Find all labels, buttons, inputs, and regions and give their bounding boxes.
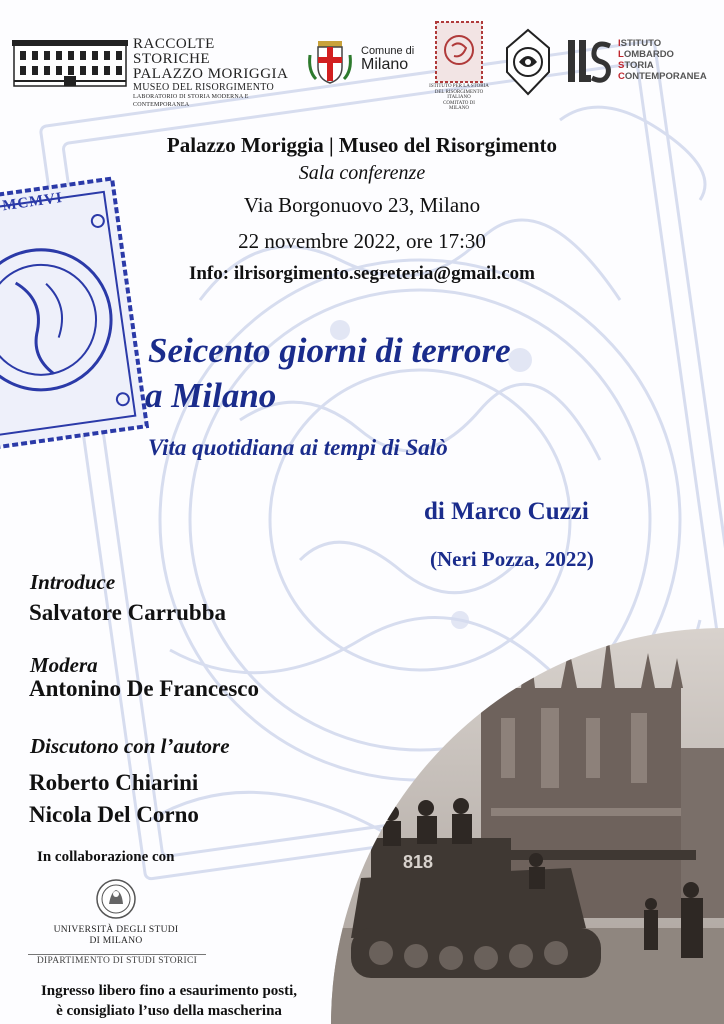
book-author: di Marco Cuzzi [424, 498, 589, 525]
tank-number: 818 [403, 852, 434, 872]
venue-address: Via Borgonuovo 23, Milano [243, 193, 481, 217]
university-name [36, 925, 196, 947]
venue-line: Palazzo Moriggia | Museo del Risorgimento [166, 133, 558, 157]
comune-milano-crest-icon [304, 35, 356, 87]
footer-line2: è consigliato l’uso della mascherina [56, 1003, 282, 1019]
istituto-risorgimento-text [420, 84, 498, 112]
university-seal-icon [95, 878, 137, 920]
ilsc-rest-4: ONTEMPORANEA [624, 71, 707, 82]
ilsc-initial-4: C [618, 71, 625, 82]
raccolte-line2: PALAZZO MORIGGIA [133, 66, 289, 82]
book-publisher: (Neri Pozza, 2022) [430, 547, 594, 571]
footer-note [0, 981, 338, 1021]
ilsc-text-logo [618, 38, 707, 82]
comune-line2: Milano [361, 56, 409, 73]
collaboration-label: In collaborazione con [37, 849, 175, 865]
introduce-label: Introduce [30, 570, 116, 594]
info-email: Info: ilrisorgimento.segreteria@gmail.com [188, 263, 536, 284]
istituto-line3: ITALIANO [447, 95, 471, 100]
raccolte-storiche-logo [133, 37, 293, 109]
modera-name: Antonino De Francesco [29, 676, 259, 701]
discutono-name-2: Nicola Del Corno [29, 802, 199, 827]
palazzo-building-logo [12, 36, 128, 88]
ilsc-initial-3: S [618, 60, 625, 71]
event-datetime: 22 novembre 2022, ore 17:30 [238, 229, 486, 253]
ilsc-rest-3: TORIA [624, 60, 654, 71]
footer-line1: Ingresso libero fino a esaurimento posti, [40, 983, 298, 999]
modera-label: Modera [30, 653, 98, 677]
book-title-line2: a Milano [145, 376, 277, 415]
comune-line1: Comune di [361, 45, 415, 57]
istituto-line2: DEL RISORGIMENTO [434, 89, 484, 95]
istituto-line4: COMITATO DI [443, 100, 475, 106]
comune-milano-logo [361, 45, 414, 73]
seal-emblem-icon [505, 28, 551, 96]
ilsc-line3 [618, 60, 707, 71]
ilsc-rest-2: OMBARDO [623, 49, 674, 60]
raccolte-line4: LABORATORIO DI STORIA MODERNA E CONTEMPORANEA [133, 94, 249, 108]
university-line2: DI MILANO [89, 936, 143, 946]
discutono-name-1: Roberto Chiarini [29, 770, 199, 795]
ilsc-monogram-logo [566, 38, 614, 84]
discutono-label: Discutono con l’autore [30, 734, 230, 758]
ilsc-line2 [618, 49, 707, 60]
book-subtitle: Vita quotidiana ai tempi di Salò [148, 435, 448, 460]
ilsc-rest-1: STITUTO [620, 38, 662, 49]
raccolte-line3: MUSEO DEL RISORGIMENTO [133, 82, 275, 93]
university-line1: UNIVERSITÀ DEGLI STUDI [53, 925, 179, 935]
istituto-risorgimento-stamp-icon [434, 20, 484, 84]
ilsc-line4 [618, 71, 707, 82]
istituto-line5: MILANO [449, 106, 469, 111]
ilsc-initial-2: L [618, 49, 624, 60]
istituto-line1: ISTITUTO PER LA STORIA [429, 84, 489, 89]
department-name: DIPARTIMENTO DI STUDI STORICI [28, 954, 206, 966]
venue-room: Sala conferenze [298, 162, 426, 184]
ilsc-line1 [618, 38, 707, 49]
ilsc-initial-1: I [618, 38, 621, 49]
book-title-line1: Seicento giorni di terrore [148, 331, 511, 370]
raccolte-line1: RACCOLTE STORICHE [133, 36, 215, 67]
stamp-text: MCMVI [1, 189, 64, 215]
introduce-name: Salvatore Carrubba [29, 600, 226, 625]
